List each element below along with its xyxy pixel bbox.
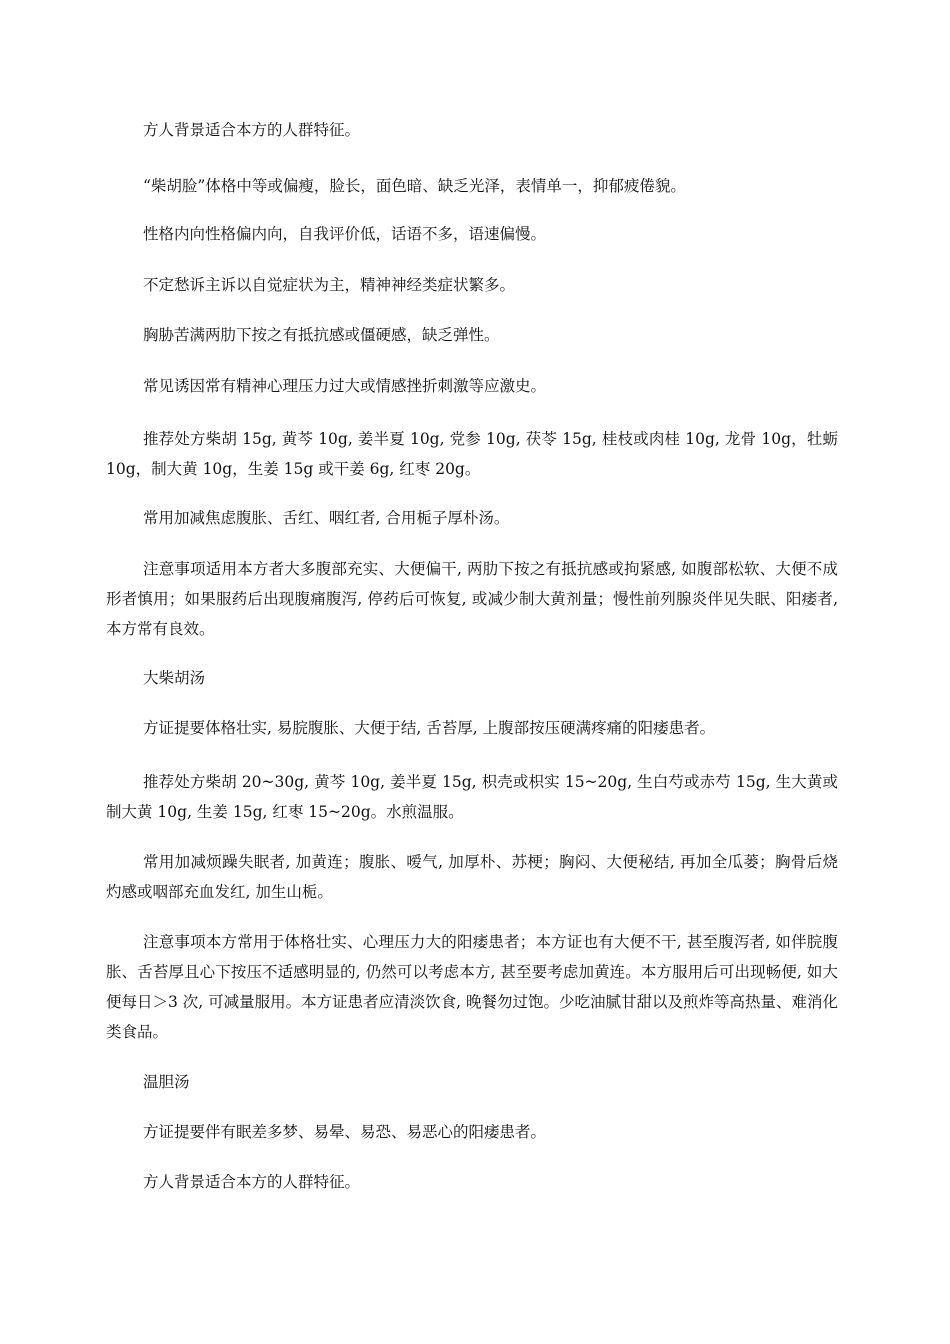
section-heading-da-chai-hu-tang: 大柴胡汤 xyxy=(143,669,206,687)
paragraph-1: 方人背景适合本方的人群特征。 xyxy=(143,121,361,139)
paragraph-13: 注意事项本方常用于体格壮实、心理压力大的阳痿患者；本方证也有大便不干, 甚至腹泻者, 如伴脘腹胀、舌苔厚且心下按压不适感明显的, 仍然可以考虑本方, 甚至要考虑加黄连。本方服用后可出现畅便, 如大便每日＞3 次, 可减量服用。本方证患者应清淡饮食, 晚餐勿过饱。少吃油腻甘甜以及煎炸等高热量、难消化类食品。 xyxy=(106,933,838,1041)
paragraph-2: “柴胡脸”体格中等或偏瘦，脸长，面色暗、缺乏光泽，表情单一，抑郁疲倦貌。 xyxy=(143,177,686,195)
paragraph-12: 常用加减烦躁失眠者, 加黄连；腹胀、嗳气, 加厚朴、苏梗；胸闷、大便秘结, 再加全瓜蒌；胸骨后烧灼感或咽部充血发红, 加生山栀。 xyxy=(106,853,838,901)
paragraph-4: 不定愁诉主诉以自觉症状为主，精神神经类症状繁多。 xyxy=(143,276,516,294)
paragraph-6: 常见诱因常有精神心理压力过大或情感挫折刺激等应激史。 xyxy=(143,377,547,395)
paragraph-5: 胸胁苦满两肋下按之有抵抗感或僵硬感，缺乏弹性。 xyxy=(143,326,500,344)
paragraph-14: 方证提要伴有眠差多梦、易晕、易恐、易恶心的阳痿患者。 xyxy=(143,1123,547,1141)
section-heading-wen-dan-tang: 温胆汤 xyxy=(143,1073,190,1091)
paragraph-11: 推荐处方柴胡 20~30g, 黄芩 10g, 姜半夏 15g, 枳壳或枳实 15~20g, 生白芍或赤芍 15g, 生大黄或制大黄 10g, 生姜 15g, 红枣 15~20g。水煎温服。 xyxy=(106,773,838,821)
paragraph-8: 常用加减焦虑腹胀、舌红、咽红者, 合用栀子厚朴汤。 xyxy=(143,509,510,527)
paragraph-9: 注意事项适用本方者大多腹部充实、大便偏干, 两肋下按之有抵抗感或拘紧感, 如腹部松软、大便不成形者慎用；如果服药后出现腹痛腹泻, 停药后可恢复, 或减少制大黄剂量；慢性前列腺炎伴见失眠、阳痿者, 本方常有良效。 xyxy=(106,560,838,638)
paragraph-10: 方证提要体格壮实, 易脘腹胀、大便于结, 舌苔厚, 上腹部按压硬满疼痛的阳痿患者。 xyxy=(143,719,716,737)
paragraph-7: 推荐处方柴胡 15g, 黄芩 10g, 姜半夏 10g, 党参 10g, 茯苓 15g, 桂枝或肉桂 10g, 龙骨 10g，牡蛎 10g，制大黄 10g，生姜 15g 或干姜 6g, 红枣 20g。 xyxy=(106,430,838,478)
paragraph-15: 方人背景适合本方的人群特征。 xyxy=(143,1173,361,1191)
paragraph-3: 性格内向性格偏内向，自我评价低，话语不多，语速偏慢。 xyxy=(143,225,547,243)
